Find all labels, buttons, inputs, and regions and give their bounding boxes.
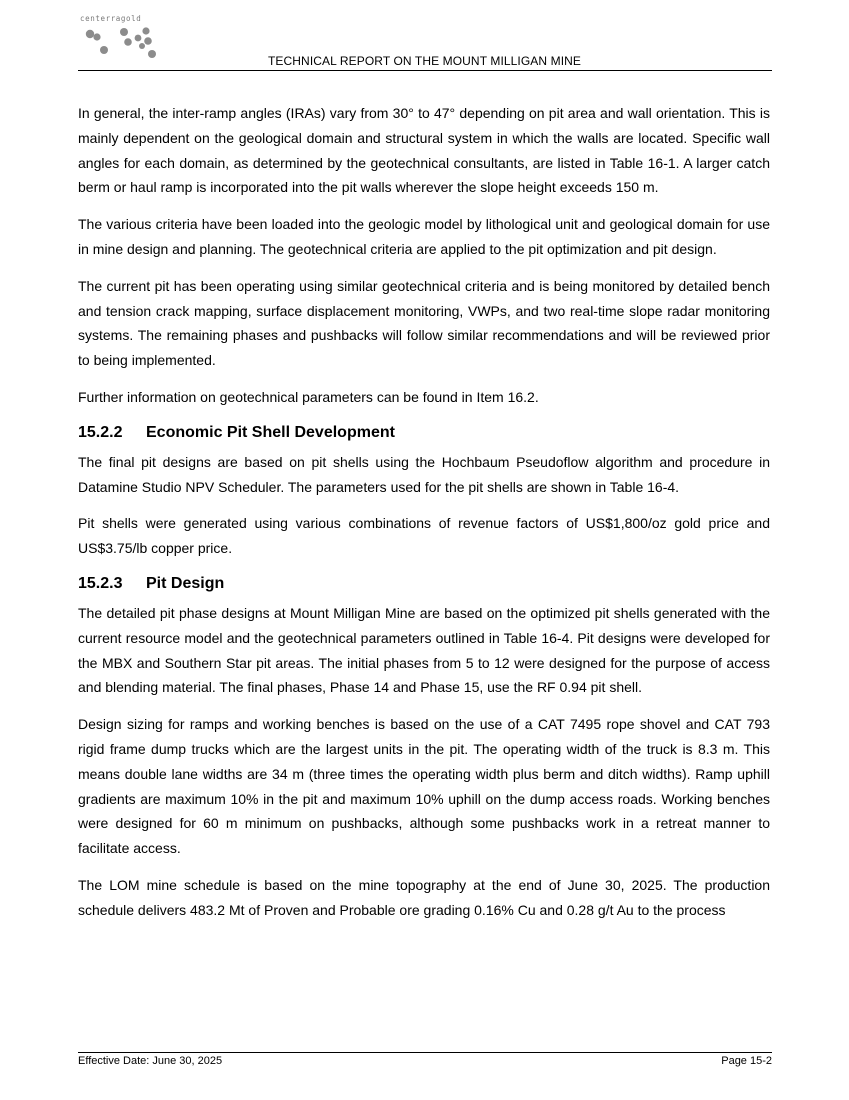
header-divider [78, 70, 772, 71]
section-number: 15.2.3 [78, 574, 123, 592]
paragraph: The current pit has been operating using similar geotechnical criteria and is being monitored by detailed bench and tension crack mapping, surface displacement monitoring, VWPs, and two real-time slope radar monitoring systems. The remaining phases and pushbacks will follow similar recommendations and will be reviewed prior to being implemented. [78, 277, 770, 369]
section-heading-15-2-3 [78, 573, 770, 595]
page-number: Page 15-2 [721, 1055, 772, 1067]
paragraph: Further information on geotechnical parameters can be found in Item 16.2. [78, 388, 539, 405]
paragraph: In general, the inter-ramp angles (IRAs) vary from 30° to 47° depending on pit area and wall orientation. This is mainly dependent on the geological domain and structural system in which the walls are located. Specific wall angles for each domain, as determined by the geotechnical consultants, are listed in Table 16-1. A larger catch berm or haul ramp is incorporated into the pit walls wherever the slope height exceeds 150 m. [78, 105, 770, 196]
logo-wordmark: centerragold [80, 14, 142, 23]
paragraph: The various criteria have been loaded into the geologic model by lithological unit and geological domain for use in mine design and planning. The geotechnical criteria are applied to the pit optimization and pit design. [78, 216, 770, 257]
section-number: 15.2.2 [78, 423, 123, 441]
paragraph: The detailed pit phase designs at Mount Milligan Mine are based on the optimized pit shells generated with the current resource model and the geotechnical parameters outlined in Table 16-4. Pit designs were developed for the MBX and Southern Star pit areas. The initial phases from 5 to 12 were designed for the purpose of access and blending material. The final phases, Phase 14 and Phase 15, use the RF 0.94 pit shell. [78, 604, 770, 696]
effective-date: Effective Date: June 30, 2025 [78, 1055, 223, 1067]
footer-divider [78, 1052, 772, 1053]
section-title: Pit Design [146, 574, 225, 592]
page-body [78, 101, 770, 935]
paragraph: Design sizing for ramps and working benches is based on the use of a CAT 7495 rope shovel and CAT 793 rigid frame dump trucks which are the largest units in the pit. The operating width of the truck is 8.3 m. This means double lane widths are 34 m (three times the operating width plus berm and ditch widths). Ramp uphill gradients are maximum 10% in the pit and maximum 10% uphill on the dump access roads. Working benches were designed for 60 m minimum on pushbacks, although some pushbacks work in a retreat manner to facilitate access. [78, 716, 770, 857]
document-title: TECHNICAL REPORT ON THE MOUNT MILLIGAN MINE [267, 54, 581, 68]
section-title: Economic Pit Shell Development [146, 423, 395, 441]
section-heading-15-2-2 [78, 422, 770, 444]
paragraph: The final pit designs are based on pit shells using the Hochbaum Pseudoflow algorithm and procedure in Datamine Studio NPV Scheduler. The parameters used for the pit shells are shown in Table 16-4. [78, 453, 770, 495]
paragraph: The LOM mine schedule is based on the mine topography at the end of June 30, 2025. The production schedule delivers 483.2 Mt of Proven and Probable ore grading 0.16% Cu and 0.28 g/t Au to the process [78, 876, 770, 918]
paragraph: Pit shells were generated using various combinations of revenue factors of US$1,800/oz gold price and US$3.75/lb copper price. [78, 515, 770, 557]
